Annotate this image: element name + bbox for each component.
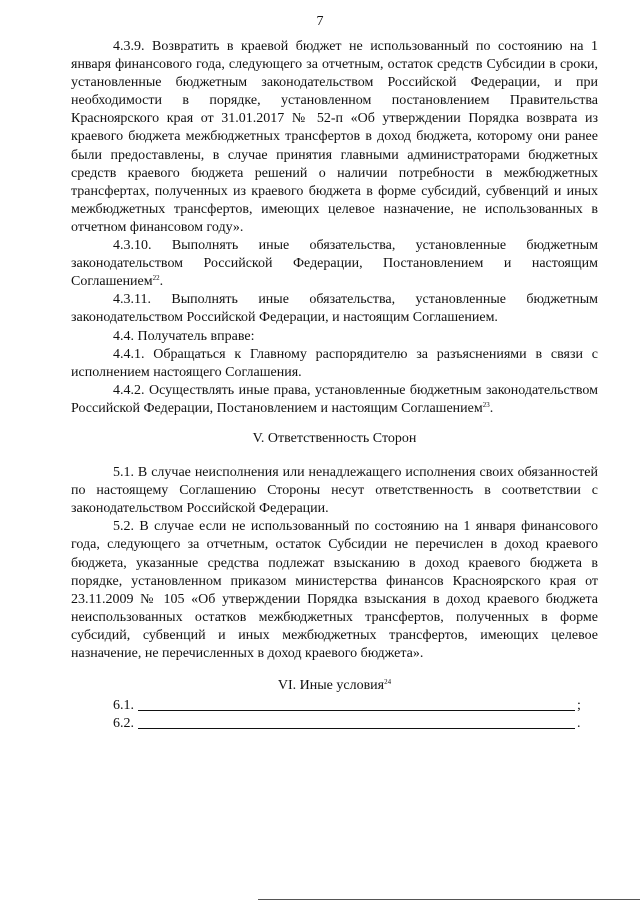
section-heading-v: V. Ответственность Сторон — [252, 430, 417, 446]
footnote-ref-24: 24 — [384, 678, 392, 687]
clause-4-4-2: 4.4.2. Осуществлять иные права, установленные бюджетным законодательством Российской Федерации, Постановлением и настоящим Соглашением$^{23}$. — [71, 382, 598, 416]
section-heading-vi — [71, 677, 598, 695]
clause-4-4: 4.4. Получатель вправе: — [113, 328, 255, 344]
footnote-ref-23: 23 — [482, 400, 490, 409]
condition-6-1-label: 6.1. — [113, 698, 134, 714]
footnote-ref-22: 22 — [152, 274, 160, 283]
condition-6-2-label: 6.2. — [113, 716, 134, 732]
condition-6-2 — [113, 715, 598, 733]
section-heading-vi-text: VI. Иные условия — [277, 678, 385, 694]
condition-6-1-end: ; — [577, 698, 581, 714]
clause-5-2: 5.2. В случае если не использованный по состоянию на 1 января финансового года, следующего за отчетным, остаток Субсидии не перечислен в доход краевого бюджета, указанные средства подлежат взысканию в доход краевого бюджета в порядке, установленном приказом министерства финансов Красноярского края от 23.11.2009 № 105 «Об утверждении Порядка взыскания в доход краевого бюджета неиспользованных остатков межбюджетных трансфертов, полученных в форме субсидий, субвенций и иных межбюджетных трансфертов, имеющих целевое назначение, не перечисленных в доход краевого бюджета». — [71, 519, 598, 661]
condition-6-1-blank — [138, 698, 575, 711]
condition-6-2-end: . — [577, 716, 581, 732]
page-number: 7 — [316, 14, 324, 29]
clause-4-4-2-text: 4.4.2. Осуществлять иные права, установленные бюджетным законодательством Российской Федерации, Постановлением и настоящим Соглашением — [71, 382, 598, 416]
condition-6-2-blank — [138, 716, 575, 729]
condition-6-1 — [113, 697, 598, 715]
bottom-divider — [258, 899, 640, 900]
clause-4-3-10: 4.3.10. Выполнять иные обязательства, установленные бюджетным законодательством Российской Федерации, Постановлением и настоящим Соглашением$^{22}$. — [71, 238, 598, 290]
clause-4-3-10-text: 4.3.10. Выполнять иные обязательства, установленные бюджетным законодательством Российской Федерации, Постановлением и настоящим Соглашением — [71, 238, 598, 290]
document-body — [71, 38, 598, 733]
clause-5-1: 5.1. В случае неисполнения или ненадлежащего исполнения своих обязанностей по настоящему Соглашению Стороны несут ответственность в соответствии с законодательством Российской Федерации. — [71, 465, 598, 517]
clause-4-3-11: 4.3.11. Выполнять иные обязательства, установленные бюджетным законодательством Российской Федерации, и настоящим Соглашением. — [71, 292, 598, 326]
clause-4-4-1: 4.4.1. Обращаться к Главному распорядителю за разъяснениями в связи с исполнением настоящего Соглашения. — [71, 346, 598, 380]
clause-4-3-9: 4.3.9. Возвратить в краевой бюджет не использованный по состоянию на 1 января финансового года, следующего за отчетным, остаток средств Субсидии в сроки, установленные бюджетным законодательством Российской Федерации, и при необходимости в порядке, установленном постановлением Правительства Красноярского края от 31.01.2017 № 52-п «Об утверждении Порядка возврата из краевого бюджета межбюджетных трансфертов в доход бюджета, которому они ранее были предоставлены, в случае принятия главными администраторами бюджетных средств краевого бюджета решений о наличии потребности в межбюджетных трансфертах, полученных из краевого бюджета в форме субсидий, субвенций и иных межбюджетных трансфертов, имеющих целевое назначение, не использованных в отчетном финансовом году». — [71, 39, 598, 235]
